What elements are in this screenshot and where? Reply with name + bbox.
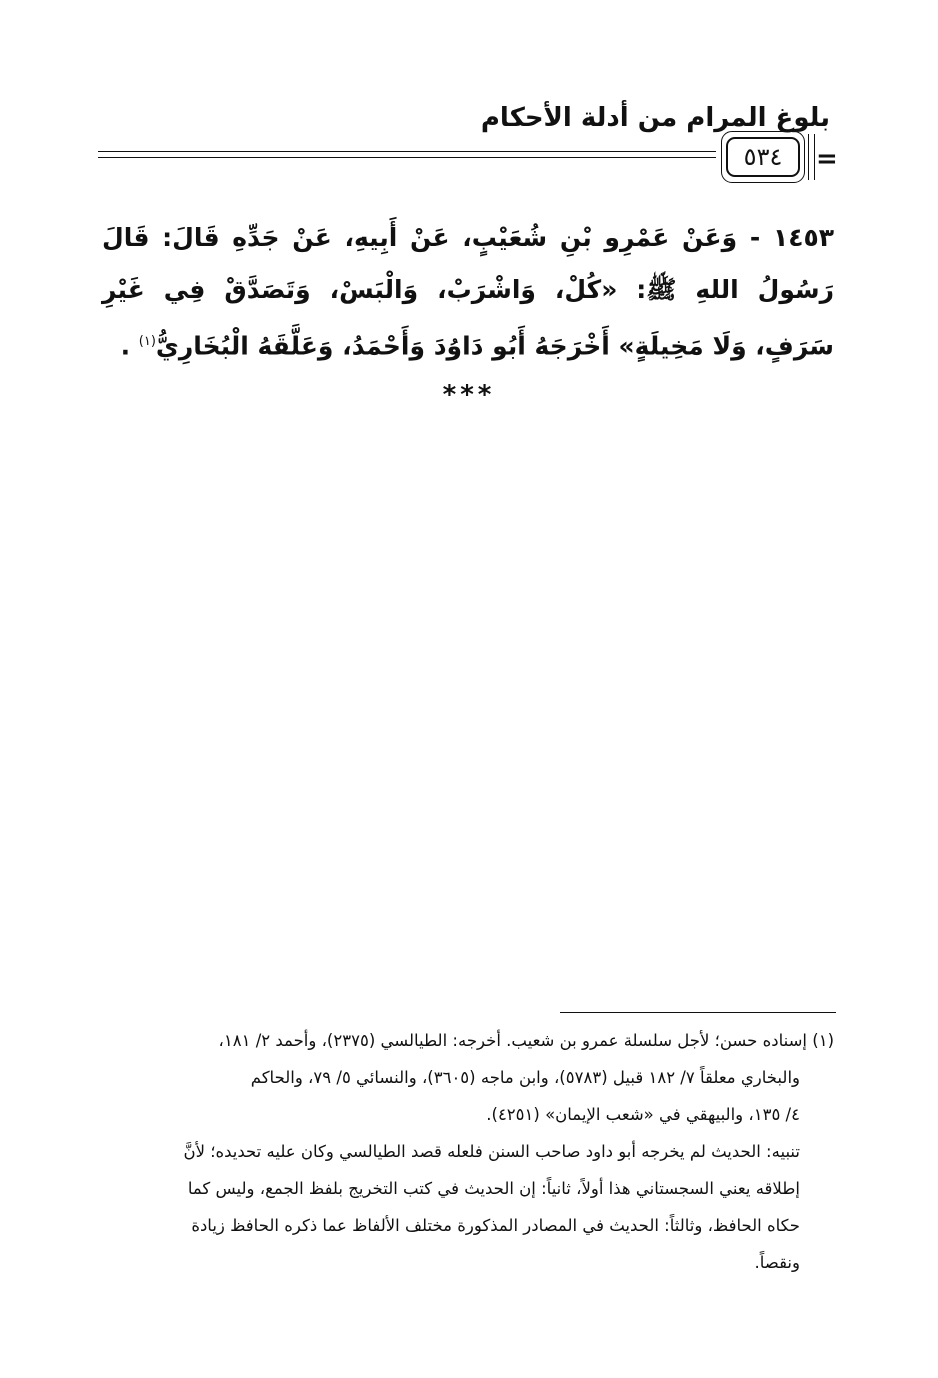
- header-vertical-bar-1: [808, 134, 809, 180]
- header-rule-top: [98, 151, 716, 152]
- footnote-2-line-4: ونقصاً.: [754, 1253, 800, 1272]
- header-equals-ornament: =: [816, 144, 838, 174]
- footnote-rule: [560, 1012, 836, 1013]
- footnote-2-line-2: إطلاقه يعني السجستاني هذا أولاً، ثانياً: إن الحديث في كتب التخريج بلفظ الجمع، وليس كما: [187, 1179, 800, 1198]
- footnotes-block: [100, 1022, 834, 1281]
- book-title: بلوغ المرام من أدلة الأحكام: [480, 103, 830, 133]
- footnote-1-line-1: [100, 1022, 834, 1059]
- footnote-1-text-1: إسناده حسن؛ لأجل سلسلة عمرو بن شعيب. أخرجه: الطيالسي (٢٣٧٥)، وأحمد ٢/ ١٨١،: [218, 1031, 807, 1050]
- header-rule-bottom: [98, 157, 716, 158]
- footnote-1-number: (١): [812, 1031, 834, 1050]
- section-separator: ***: [442, 380, 496, 410]
- hadith-text: ١٤٥٣ - وَعَنْ عَمْرِو بْنِ شُعَيْبٍ، عَنْ أَبِيهِ، عَنْ جَدِّهِ قَالَ: قَالَ رَسُولُ اللهِ ﷺ: «كُلْ، وَاشْرَبْ، وَالْبَسْ، وَتَصَدَّقْ فِي غَيْرِ سَرَفٍ، وَلَا مَخِيلَةٍ» أَخْرَجَهُ أَبُو دَاوُدَ وَأَحْمَدُ، وَعَلَّقَهُ الْبُخَارِيُّ: [102, 223, 834, 361]
- footnote-2-line-3: حكاه الحافظ، وثالثاً: الحديث في المصادر المذكورة مختلف الألفاظ عما ذكره الحافظ زيادة: [191, 1216, 800, 1235]
- hadith-trailing-period: .: [120, 331, 131, 361]
- footnote-reference: (١): [138, 334, 156, 349]
- hadith-paragraph: [102, 212, 834, 372]
- footnote-1-line-2: والبخاري معلقاً ٧/ ١٨٢ قبيل (٥٧٨٣)، وابن ماجه (٣٦٠٥)، والنسائي ٥/ ٧٩، والحاكم: [250, 1068, 800, 1087]
- footnote-2-line-1: تنبيه: الحديث لم يخرجه أبو داود صاحب السنن فلعله قصد الطيالسي وكان عليه تحديده؛ لأنَّ: [183, 1142, 800, 1161]
- footnote-1-line-3: ٤/ ١٣٥، والبيهقي في «شعب الإيمان» (٤٢٥١).: [486, 1105, 800, 1124]
- page-number: ٥٣٤: [726, 137, 800, 177]
- header-vertical-bar-2: [814, 134, 815, 180]
